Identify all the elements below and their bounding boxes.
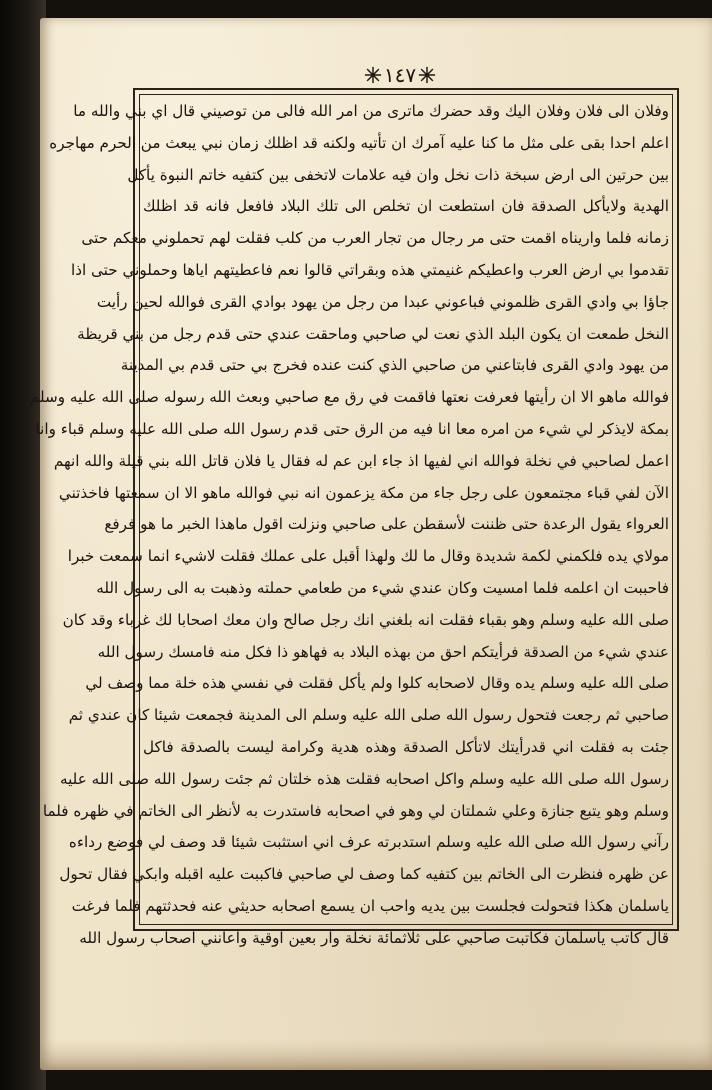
text-line: ياسلمان هكذا فتحولت فجلست بين يديه واحب ان يسمع اصحابه حديثي عنه فحدثتهم فلما فرغت: [71, 896, 669, 915]
text-line: عن ظهره فنظرت الى الخاتم بين كتفيه كما وصف لي صاحبي فاكببت عليه اقبله وابكي فقال تحول: [59, 865, 669, 884]
text-line: فاحببت ان اعلمه فلما امسيت وكان عندي شيء من طعامي حملته وذهبت به الى رسول الله: [96, 578, 669, 597]
page-number: ١٤٧: [383, 63, 417, 87]
text-line: صلى الله عليه وسلم وهو بقباء فقلت انه بلغني انك رجل صالح وان معك اصحابا لك غرباء وقد كان: [62, 610, 669, 629]
page-bottom-shadow: [40, 1040, 712, 1070]
text-line: وسلم وهو يتبع جنازة وعلي شملتان لي وهو في اصحابه فاستدرت به لأنظر الى الخاتم في ظهره فلما: [42, 801, 669, 820]
body-text: [29, 96, 669, 947]
star-ornament-icon: [364, 66, 382, 84]
text-line: اعمل لصاحبي في نخلة فوالله اني لفيها اذ جاء ابن عم له فقال يا فلان قاتل الله بني قيلة والله انهم: [53, 451, 669, 470]
text-line: صاحبي ثم رجعت فتحول رسول الله صلى الله عليه وسلم الى المدينة فجمعت شيئا كان عندي ثم: [68, 706, 669, 725]
text-line: عندي شيء من الصدقة فرأيتكم احق من بهذه البلاد به فهاهو ذا فكل منه فامسك رسول الله: [97, 642, 669, 661]
text-line: جاؤا بي وادي القرى ظلموني فباعوني عبدا من رجل من يهود بوادي القرى فوالله لحين رأيت: [96, 292, 669, 311]
page-header: [355, 62, 445, 88]
text-line: الآن لفي قباء مجتمعون على رجل جاء من مكة يزعمون انه نبي فوالله ماهو الا ان سمعتها فاخذتني: [58, 483, 669, 502]
text-line: زمانه فلما واريناه اقمت حتى مر رجال من تجار العرب من كلب فقلت لهم تحملوني معكم حتى: [81, 229, 669, 248]
text-line: الهدية ولايأكل الصدقة فان استطعت ان تخلص الى تلك البلاد فافعل فانه قد اظلك: [143, 197, 669, 216]
text-line: العرواء يقول الرعدة حتى ظننت لأسقطن على صاحبي ونزلت اقول ماهذا الخبر ما هو فرفع: [104, 515, 669, 534]
text-line: جئت به فقلت اني قدرأيتك لاتأكل الصدقة وهذه هدية وكرامة ليست بالصدقة فاكل: [143, 737, 669, 756]
text-line: رآني رسول الله صلى الله عليه وسلم استدبرته عرف اني استثبت شيئا قد وصف لي فوضع رداءه: [68, 833, 669, 852]
text-line: من يهود وادي القرى فابتاعني من صاحبي الذي كنت عنده فخرج بي حتى قدم بي المدينة: [120, 356, 669, 375]
text-line: مولاي يده فلكمني لكمة شديدة وقال ما لك ولهذا أقبل على عملك فقلت لاشيء انما سمعت خبرا: [67, 547, 669, 566]
text-line: صلى الله عليه وسلم يده وقال لاصحابه كلوا ولم يأكل فقلت في نفسي هذه خلة مما وصف لي: [85, 674, 669, 693]
text-line: رسول الله صلى الله عليه وسلم واكل اصحابه فقلت هذه خلتان ثم جئت رسول الله صلى الله عليه: [59, 769, 669, 788]
text-line: قال كاتب ياسلمان فكاتبت صاحبي على ثلاثمائة نخلة وار بعين اوقية واعانني اصحاب رسول الله: [79, 928, 669, 947]
text-line: فوالله ماهو الا ان رأيتها فعرفت نعتها فاقمت في رق مع صاحبي وبعث الله رسوله صلى الله عليه وسلم: [29, 388, 669, 407]
text-line: بين حرتين الى ارض سبخة ذات نخل وان فيه علامات لاتخفى بين كتفيه خاتم النبوة يأكل: [127, 165, 669, 184]
star-ornament-icon: [418, 66, 436, 84]
text-line: بمكة لايذكر لي شيء من امره معا انا فيه من الرق حتى قدم رسول الله صلى الله عليه وسلم قباء وانا: [35, 419, 669, 438]
text-line: اعلم احدا بقى على مثل ما كنا عليه آمرك ان تأتيه ولكنه قد اظلك زمان نبي يبعث من الحرم مهاجره: [49, 133, 669, 152]
text-line: تقدموا بي ارض العرب واعطيكم غنيمتي هذه وبقراتي قالوا نعم فاعطيتهم اياها وحملوني حتى اذا: [70, 260, 669, 279]
text-line: النخل طمعت ان يكون البلد الذي نعت لي صاحبي وماحقت عندي حتى قدم رجل من بني قريظة: [77, 324, 669, 343]
text-line: وفلان الى فلان وفلان اليك وقد حضرك ماترى من امر الله فالى من توصيني قال اي بني والله ما: [73, 102, 669, 120]
